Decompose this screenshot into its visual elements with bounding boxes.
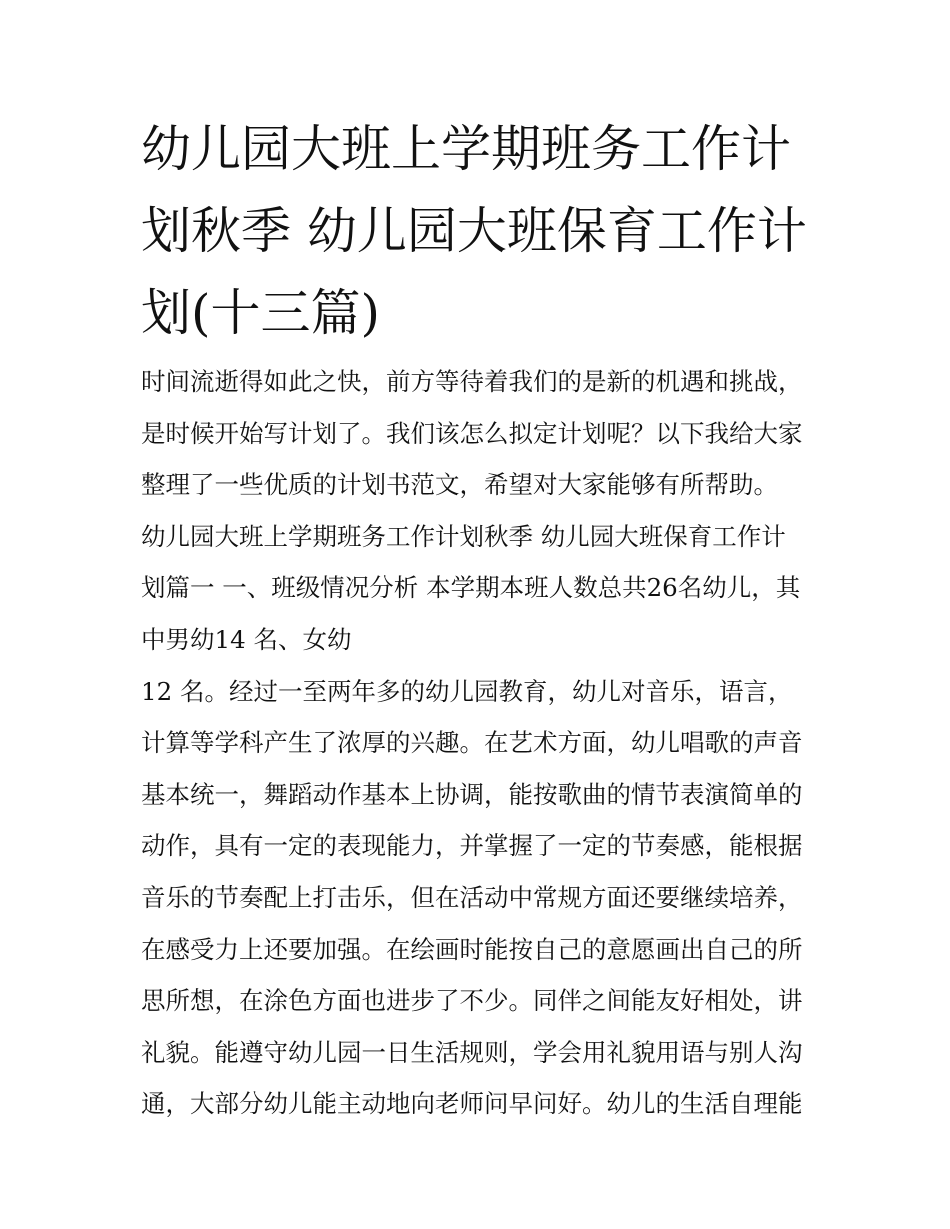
document-title xyxy=(141,108,821,354)
body-line-13: 思所想，在涂色方面也进步了不少。同伴之间能友好相处，讲 xyxy=(141,986,803,1016)
body-line-7: 12 名。经过一至两年多的幼儿园教育，幼儿对音乐，语言， xyxy=(141,676,793,706)
body-line-11: 音乐的节奏配上打击乐，但在活动中常规方面还要继续培养， xyxy=(141,882,803,912)
body-line-8: 计算等学科产生了浓厚的兴趣。在艺术方面，幼儿唱歌的声音 xyxy=(141,728,803,758)
title-line-1: 幼儿园大班上学期班务工作计 xyxy=(141,120,791,178)
body-line-12: 在感受力上还要加强。在绘画时能按自己的意愿画出自己的所 xyxy=(141,934,803,964)
body-line-6: 中男幼14 名、女幼 xyxy=(141,624,352,654)
body-line-14: 礼貌。能遵守幼儿园一日生活规则，学会用礼貌用语与别人沟 xyxy=(141,1037,803,1067)
body-line-15: 通，大部分幼儿能主动地向老师问早问好。幼儿的生活自理能 xyxy=(141,1089,803,1119)
title-line-2: 划秋季 幼儿园大班保育工作计 xyxy=(141,202,807,260)
title-line-3: 划(十三篇) xyxy=(141,284,381,342)
body-line-2: 是时候开始写计划了。我们该怎么拟定计划呢？以下我给大家 xyxy=(141,418,803,448)
body-line-1: 时间流逝得如此之快，前方等待着我们的是新的机遇和挑战， xyxy=(141,367,803,396)
body-line-3: 整理了一些优质的计划书范文，希望对大家能够有所帮助。 xyxy=(141,470,778,500)
body-line-9: 基本统一，舞蹈动作基本上协调，能按歌曲的情节表演简单的 xyxy=(141,779,803,809)
body-line-4: 幼儿园大班上学期班务工作计划秋季 幼儿园大班保育工作计 xyxy=(141,521,786,551)
document-body xyxy=(141,356,831,1130)
body-line-10: 动作，具有一定的表现能力，并掌握了一定的节奏感，能根据 xyxy=(141,831,803,861)
body-line-5: 划篇一 一、班级情况分析 本学期本班人数总共26名幼儿，其 xyxy=(141,573,801,603)
